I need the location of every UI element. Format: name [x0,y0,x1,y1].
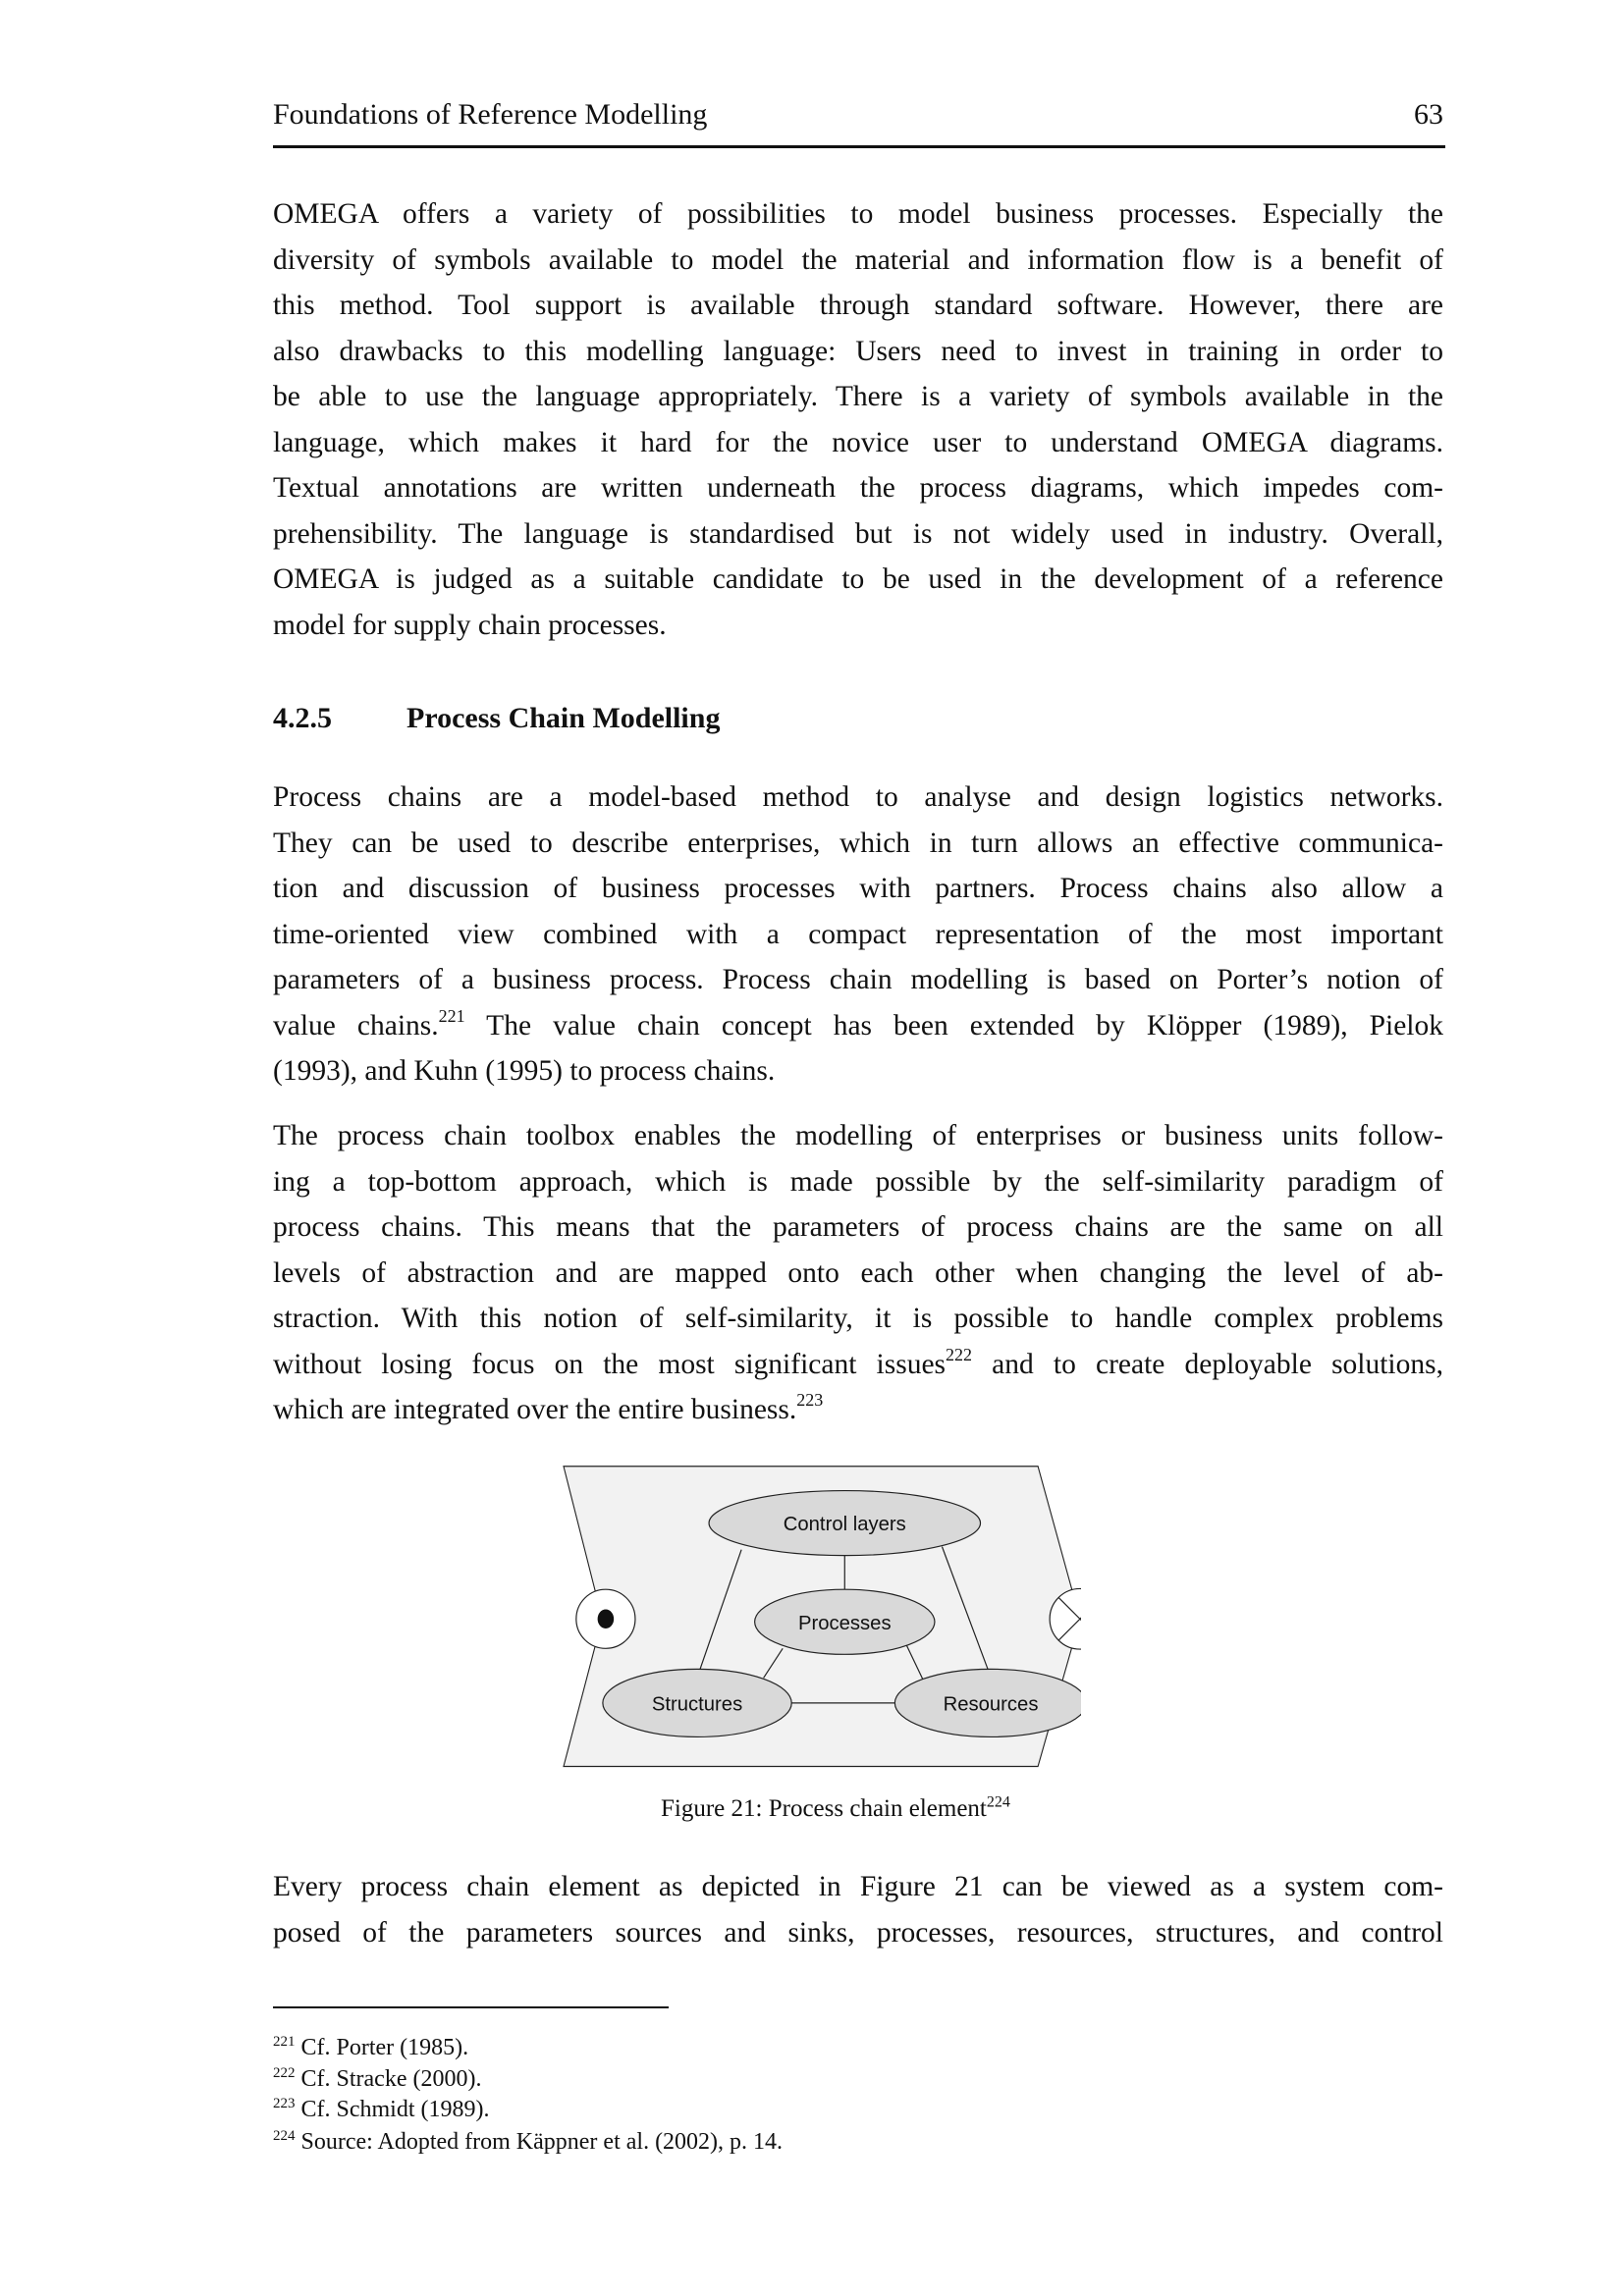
text-segment: diversity of symbols available to model the material and information flow is a benefit of [273,243,1443,276]
section-title: Process Chain Modelling [406,702,721,734]
text-line [273,465,1443,511]
running-header-title: Foundations of Reference Modelling [273,98,708,131]
paragraph-process-chains [273,774,1443,1095]
text-line [273,774,1443,821]
text-segment: The process chain toolbox enables the modelling of enterprises or business units follow- [273,1120,1443,1151]
resources-label: Resources [943,1693,1039,1716]
text-segment: model for supply chain processes. [273,609,667,641]
footnote [273,2032,468,2063]
footnote-number: 223 [273,2096,296,2111]
text-segment: also drawbacks to this modelling language: Users need to invest in training in order to [273,335,1443,367]
footnote-ref: 221 [438,1005,465,1026]
text-segment: language, which makes it hard for the novice user to understand OMEGA diagrams. [273,426,1443,458]
text-line [273,1864,1443,1910]
footnote-ref: 223 [796,1390,824,1411]
source-icon [576,1589,635,1648]
text-line [273,1251,1443,1297]
footnote-text: Cf. Schmidt (1989). [300,2097,490,2122]
text-line [273,191,1443,238]
footnote [273,2094,490,2125]
structures-label: Structures [651,1693,743,1716]
text-segment: (1993), and Kuhn (1995) to process chains. [273,1055,776,1087]
page-number: 63 [1414,98,1443,131]
text-segment: Process chains are a model-based method to analyse and design logistics networks. [273,781,1443,813]
text-line [273,866,1443,912]
text-segment: process chains. This means that the parameters of process chains are the same on all [273,1211,1443,1243]
text-segment: and to create deployable solutions, [972,1348,1443,1380]
text-line [273,238,1443,284]
footnote-text: Cf. Stracke (2000). [300,2066,482,2092]
header-rule [273,145,1445,148]
text-line [273,957,1443,1003]
paragraph-element [273,1864,1443,1955]
process-chain-figure [563,1466,1081,1768]
text-segment: tion and discussion of business processes with partners. Process chains also allow a [273,873,1443,904]
text-line [273,1387,1443,1433]
text-segment: OMEGA offers a variety of possibilities to model business processes. Especially the [273,198,1443,230]
text-segment: ing a top-bottom approach, which is made possible by the self-similarity paradigm of [273,1165,1443,1198]
text-line [273,1296,1443,1342]
text-segment: They can be used to describe enterprises, which in turn allows an effective communica- [273,827,1443,859]
figure-caption-text: Figure 21: Process chain element [661,1795,987,1822]
text-segment: parameters of a business process. Process chain modelling is based on Porter’s notion of [273,964,1443,995]
text-line [273,329,1443,375]
paragraph-toolbox [273,1113,1443,1433]
text-line [273,283,1443,329]
text-line [273,1910,1443,1956]
text-line [273,557,1443,603]
text-segment: this method. Tool support is available through standard software. However, there are [273,290,1443,321]
footnote [273,2063,481,2095]
text-line [273,420,1443,466]
text-line [273,1113,1443,1159]
text-segment: levels of abstraction and are mapped onto each other when changing the level of ab- [273,1256,1443,1289]
figure-caption-footnote-ref: 224 [986,1793,1010,1811]
text-line [273,1204,1443,1251]
text-segment: Every process chain element as depicted in Figure 21 can be viewed as a system com- [273,1871,1443,1902]
text-line [273,1342,1443,1388]
text-segment: which are integrated over the entire business. [273,1394,797,1425]
control-layers-label: Control layers [783,1514,906,1536]
text-line [273,912,1443,958]
footnote [273,2126,783,2158]
text-line [273,511,1443,558]
text-line [273,1003,1443,1049]
footnote-number: 221 [273,2034,296,2050]
paragraph-omega [273,191,1443,648]
text-line [273,603,1443,649]
text-segment: time-oriented view combined with a compact representation of the most important [273,918,1443,950]
text-line [273,821,1443,867]
section-number: 4.2.5 [273,702,332,734]
text-line [273,1159,1443,1205]
figure-caption [661,1792,1010,1826]
footnote-ref: 222 [946,1344,973,1364]
text-line [273,1048,1443,1095]
text-segment: posed of the parameters sources and sinks, processes, resources, structures, and control [273,1916,1443,1949]
footnote-number: 222 [273,2065,296,2081]
text-segment: without losing focus on the most significant issues [273,1348,947,1380]
text-segment: Textual annotations are written underneath the process diagrams, which impedes com- [273,472,1443,504]
processes-label: Processes [797,1612,892,1634]
text-segment: be able to use the language appropriately. There is a variety of symbols available in the [273,381,1443,412]
footnote-rule [273,2006,669,2008]
footnote-text: Source: Adopted from Käppner et al. (2002), p. 14. [300,2129,784,2155]
text-segment: The value chain concept has been extended by Klöpper (1989), Pielok [464,1009,1443,1041]
text-segment: OMEGA is judged as a suitable candidate to be used in the development of a reference [273,563,1443,595]
text-line [273,374,1443,420]
text-segment: straction. With this notion of self-similarity, it is possible to handle complex problems [273,1303,1443,1334]
text-segment: value chains. [273,1009,439,1041]
text-segment: prehensibility. The language is standardised but is not widely used in industry. Overall, [273,517,1443,550]
footnote-text: Cf. Porter (1985). [300,2035,469,2060]
footnote-number: 224 [273,2128,296,2144]
